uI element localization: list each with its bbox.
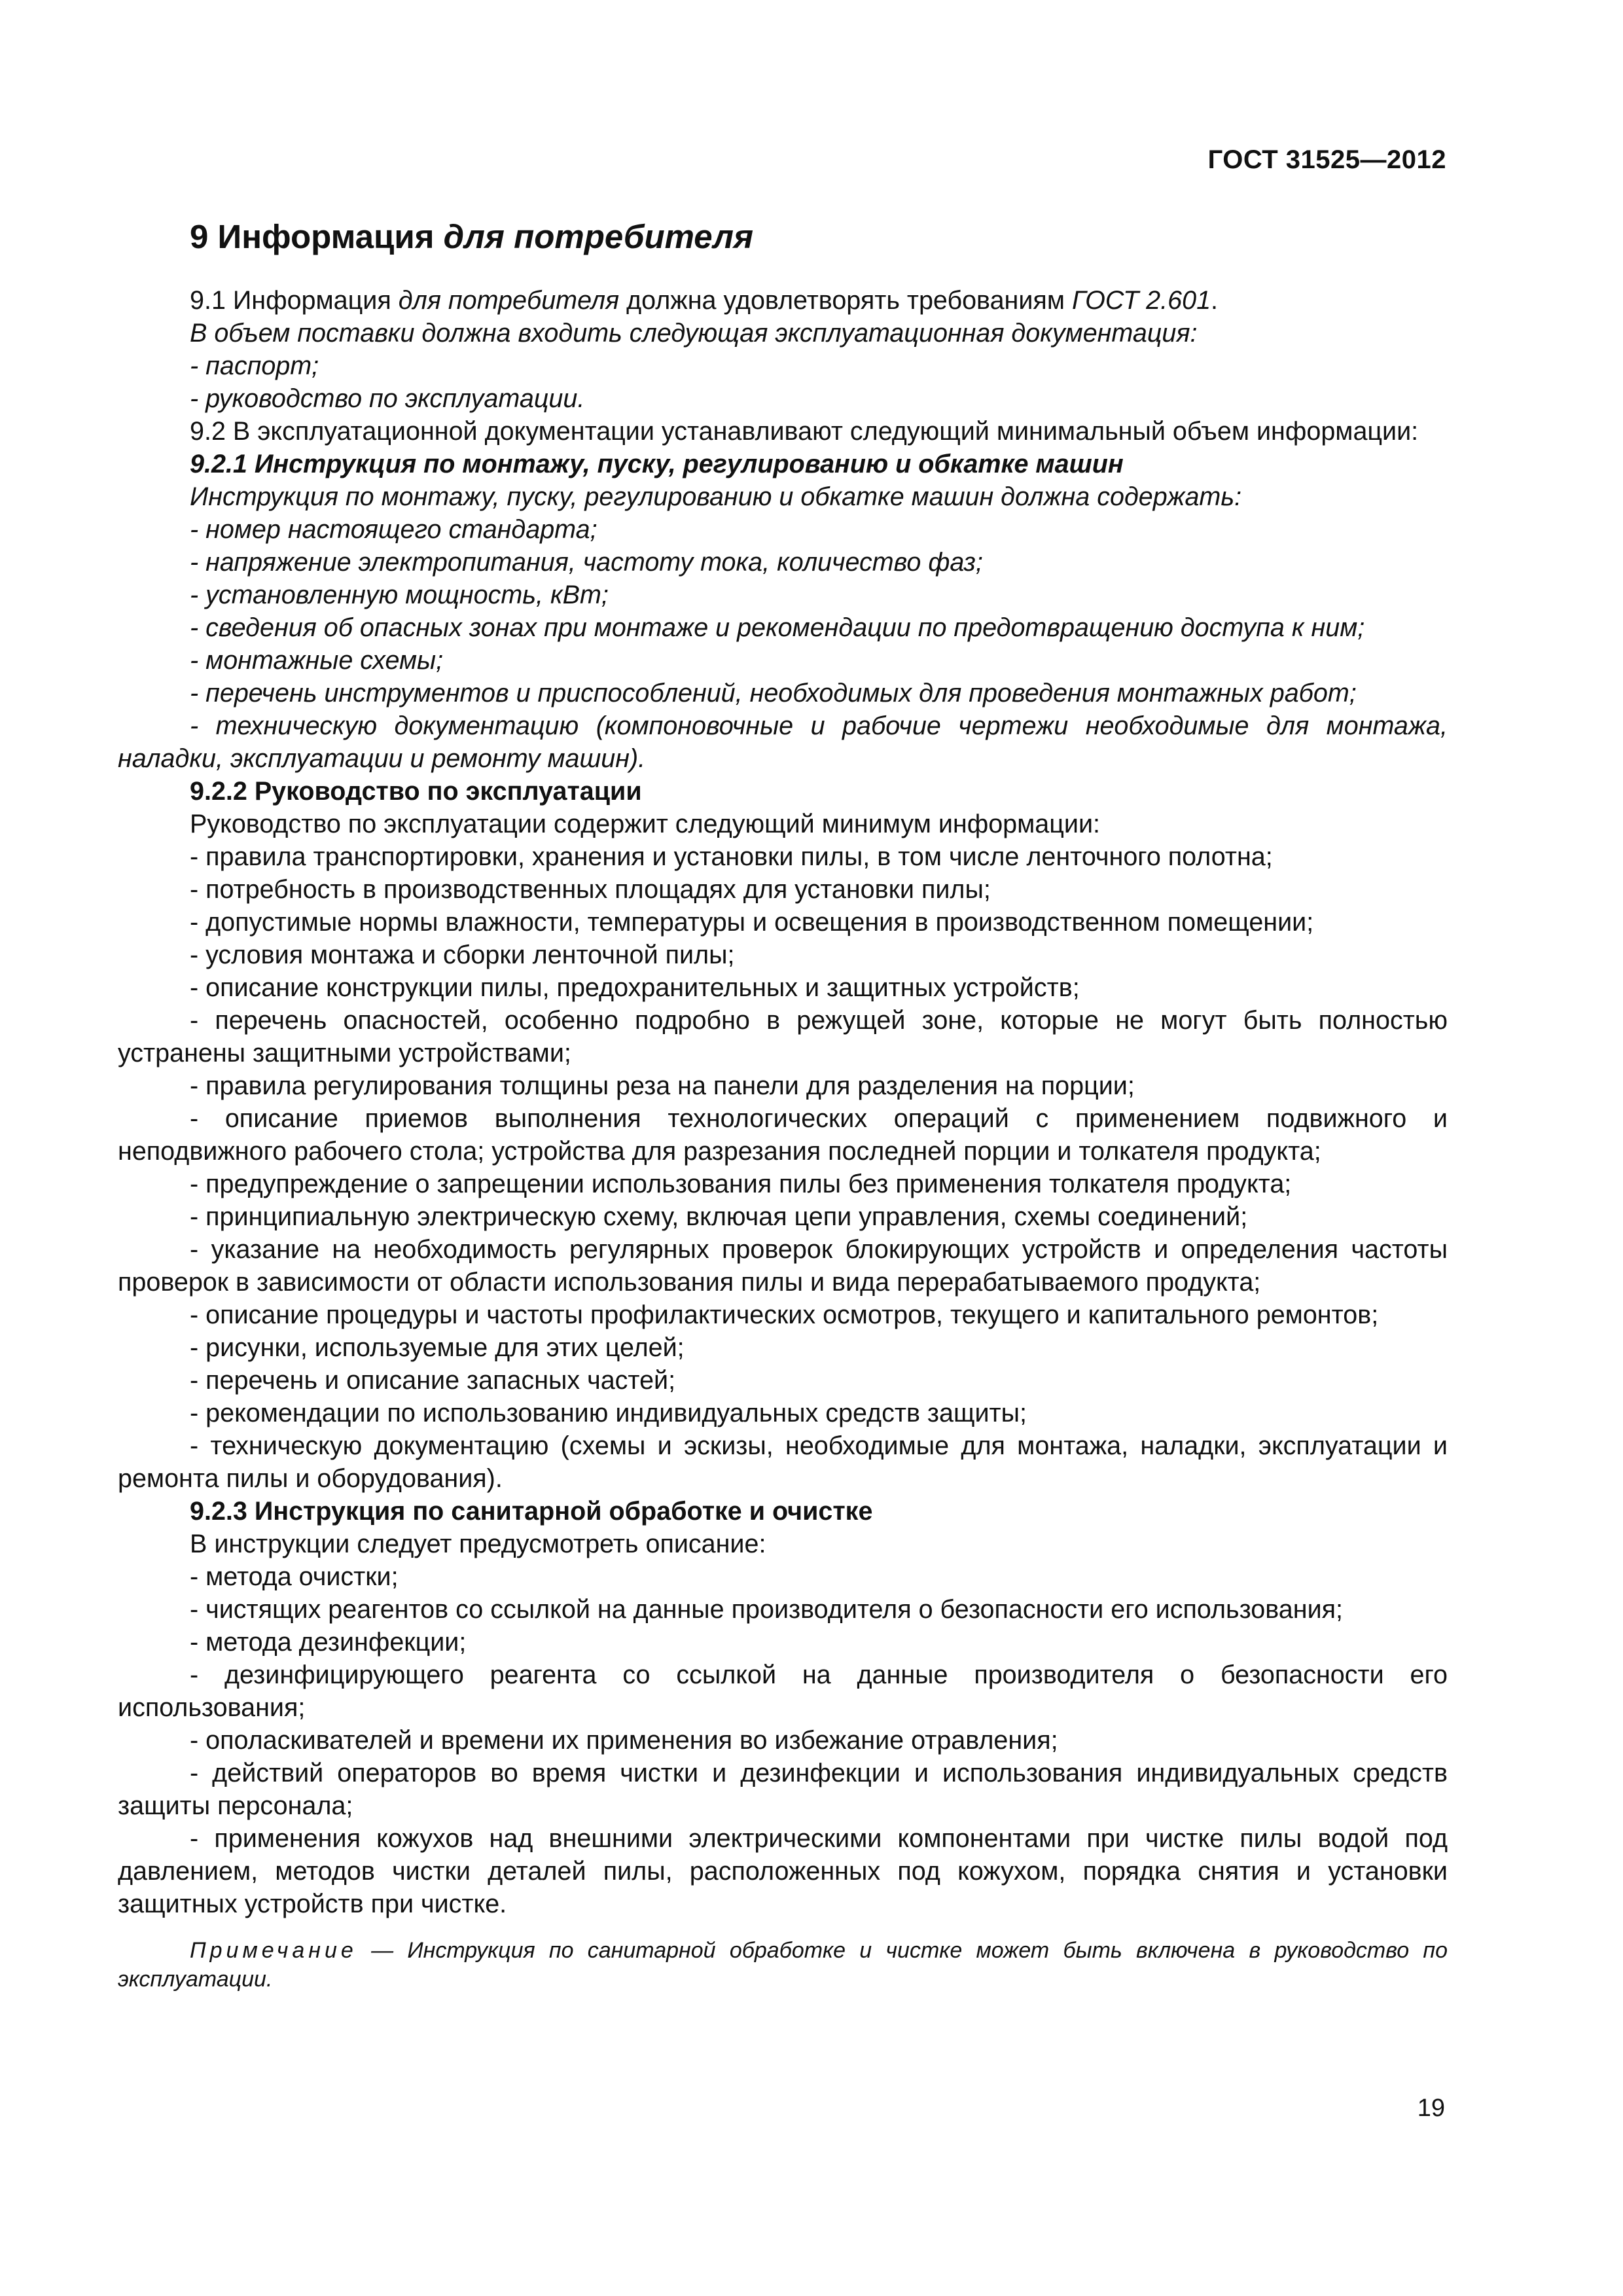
list-item: - паспорт; xyxy=(190,351,319,380)
list-item: - потребность в производственных площадях для установки пилы; xyxy=(190,875,991,904)
list-item: - описание приемов выполнения технологических операций с применением подвижного и неподвижного рабочего стола; устройства для разрезания последней порции и толкателя продукта; xyxy=(118,1104,1448,1166)
document-body xyxy=(118,284,1448,2016)
standard-reference: ГОСТ 2.601 xyxy=(1071,286,1211,315)
list-item: - номер настоящего стандарта; xyxy=(190,515,597,544)
list-item: - техническую документацию (схемы и эскизы, необходимые для монтажа, наладки, эксплуатации и ремонта пилы и оборудования). xyxy=(118,1431,1448,1493)
list-item: - ополаскивателей и времени их применения во избежание отравления; xyxy=(190,1726,1058,1755)
list-item: - напряжение электропитания, частоту тока, количество фаз; xyxy=(190,548,983,577)
paragraph-9-1 xyxy=(118,284,1448,317)
list-item: - описание конструкции пилы, предохранительных и защитных устройств; xyxy=(190,973,1080,1002)
list-item: - руководство по эксплуатации. xyxy=(190,384,585,413)
list-item: - монтажные схемы; xyxy=(190,646,444,675)
text-run: 9.1 Информация xyxy=(190,286,399,315)
document-number: ГОСТ 31525—2012 xyxy=(1207,145,1446,174)
heading-9-2-2: 9.2.2 Руководство по эксплуатации xyxy=(190,777,642,806)
text-run: должна удовлетворять требованиям xyxy=(619,286,1072,315)
list-item: - описание процедуры и частоты профилактических осмотров, текущего и капитального ремонтов; xyxy=(190,1300,1379,1329)
list-item: - перечень инструментов и приспособлений, необходимых для проведения монтажных работ; xyxy=(190,679,1357,708)
list-item: - правила регулирования толщины реза на панели для разделения на порции; xyxy=(190,1071,1135,1100)
list-item: - правила транспортировки, хранения и установки пилы, в том числе ленточного полотна; xyxy=(190,842,1273,871)
section-title-italic: для потребителя xyxy=(443,218,754,255)
section-title-number: 9 Информация xyxy=(190,218,444,255)
list-item: - рекомендации по использованию индивидуальных средств защиты; xyxy=(190,1399,1027,1427)
list-item: - дезинфицирующего реагента со ссылкой на данные производителя о безопасности его использования; xyxy=(118,1660,1448,1722)
text-run: . xyxy=(1211,286,1219,315)
page-number: 19 xyxy=(1417,2094,1445,2122)
intro-9-2-2: Руководство по эксплуатации содержит следующий минимум информации: xyxy=(190,810,1101,838)
text-run-italic: для потребителя xyxy=(398,286,620,315)
intro-9-2-3: В инструкции следует предусмотреть описание: xyxy=(190,1530,766,1558)
list-item: - принципиальную электрическую схему, включая цепи управления, схемы соединений; xyxy=(190,1202,1248,1231)
list-item: - действий операторов во время чистки и дезинфекции и использования индивидуальных средств защиты персонала; xyxy=(118,1759,1448,1820)
heading-9-2-1: 9.2.1 Инструкция по монтажу, пуску, регулированию и обкатке машин xyxy=(190,450,1124,478)
list-item: - допустимые нормы влажности, температуры и освещения в производственном помещении; xyxy=(190,908,1314,937)
list-item: - применения кожухов над внешними электрическими компонентами при чистке пилы водой под давлением, методов чистки деталей пилы, расположенных под кожухом, порядка снятия и установки защитных устройств при чистке. xyxy=(118,1824,1448,1918)
list-item: - метода очистки; xyxy=(190,1562,399,1591)
list-item: - сведения об опасных зонах при монтаже и рекомендации по предотвращению доступа к ним; xyxy=(190,613,1365,642)
list-item: - рисунки, используемые для этих целей; xyxy=(190,1333,685,1362)
list-item: - установленную мощность, кВт; xyxy=(190,581,609,609)
note xyxy=(118,1936,1448,1994)
heading-9-2-3: 9.2.3 Инструкция по санитарной обработке и очистке xyxy=(190,1497,873,1526)
list-item: - метода дезинфекции; xyxy=(190,1628,467,1657)
list-item: - условия монтажа и сборки ленточной пилы; xyxy=(190,941,735,969)
list-item: - указание на необходимость регулярных проверок блокирующих устройств и определения частоты проверок в зависимости от области использования пилы и вида перерабатываемого продукта; xyxy=(118,1235,1448,1297)
list-item: - техническую документацию (компоновочные и рабочие чертежи необходимые для монтажа, наладки, эксплуатации и ремонту машин). xyxy=(118,711,1448,773)
list-item: - перечень опасностей, особенно подробно в режущей зоне, которые не могут быть полностью устранены защитными устройствами; xyxy=(118,1006,1448,1067)
list-item: - предупреждение о запрещении использования пилы без применения толкателя продукта; xyxy=(190,1170,1292,1198)
intro-9-2-1: Инструкция по монтажу, пуску, регулированию и обкатке машин должна содержать: xyxy=(190,482,1242,511)
delivery-intro: В объем поставки должна входить следующая эксплуатационная документация: xyxy=(190,319,1198,348)
note-text: — Инструкция по санитарной обработке и чистке может быть включена в руководство по эксплуатации. xyxy=(118,1938,1448,1992)
section-title xyxy=(190,217,753,256)
list-item: - чистящих реагентов со ссылкой на данные производителя о безопасности его использования; xyxy=(190,1595,1343,1624)
note-label: Примечание xyxy=(190,1938,357,1963)
paragraph-9-2: 9.2 В эксплуатационной документации устанавливают следующий минимальный объем информации: xyxy=(190,417,1419,446)
list-item: - перечень и описание запасных частей; xyxy=(190,1366,676,1395)
